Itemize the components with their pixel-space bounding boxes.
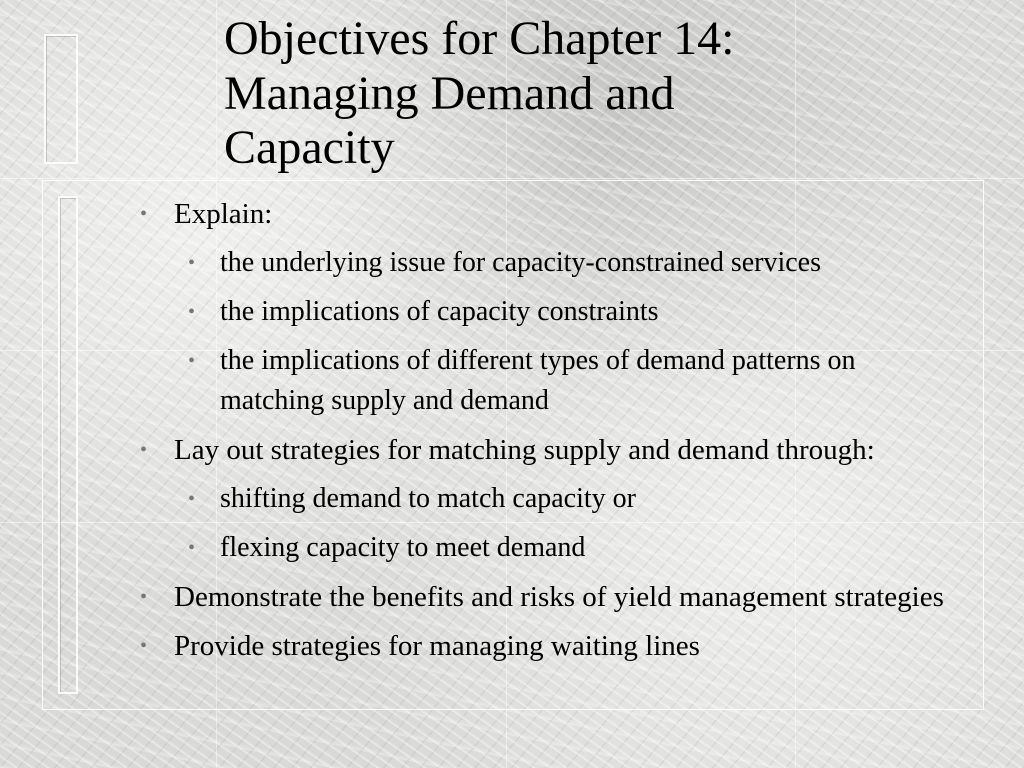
- bullet-text: shifting demand to match capacity or: [220, 483, 636, 514]
- bullet-text: the implications of different types of demand patterns on matching supply and demand: [220, 345, 856, 416]
- bullet-dot-icon: •: [188, 488, 196, 510]
- bullet-dot-icon: •: [140, 203, 148, 225]
- bullet-item: [136, 194, 966, 235]
- bullet-text: the implications of capacity constraints: [220, 296, 659, 327]
- bullet-dot-icon: •: [188, 537, 196, 559]
- bullet-dot-icon: •: [140, 586, 148, 608]
- bullet-item: [136, 577, 966, 618]
- bullet-text: the underlying issue for capacity-constrained services: [220, 247, 822, 278]
- bullet-dot-icon: •: [188, 252, 196, 274]
- decorative-frame-top: [44, 34, 78, 164]
- bullet-item: [136, 430, 966, 471]
- slide-title-line: Capacity: [224, 121, 395, 175]
- bullet-text: flexing capacity to meet demand: [220, 532, 586, 563]
- sub-bullet-item: [136, 243, 966, 283]
- sub-bullet-item: [136, 292, 966, 332]
- bullet-dot-icon: •: [140, 439, 148, 461]
- bullet-text: Demonstrate the benefits and risks of yield management strategies: [174, 581, 944, 613]
- background-gridline: [0, 178, 1024, 179]
- sub-bullet-item: [136, 479, 966, 519]
- bullet-text: Provide strategies for managing waiting lines: [174, 630, 700, 662]
- slide-title: [224, 12, 924, 176]
- bullet-dot-icon: •: [188, 301, 196, 323]
- slide-title-line: Managing Demand and: [224, 66, 675, 120]
- bullet-dot-icon: •: [140, 635, 148, 657]
- slide-title-line: Objectives for Chapter 14:: [224, 12, 735, 65]
- bullet-dot-icon: •: [188, 350, 196, 372]
- bullet-list: [136, 194, 966, 675]
- sub-bullet-item: [136, 528, 966, 568]
- sub-bullet-item: [136, 341, 966, 421]
- bullet-text: Explain:: [174, 198, 273, 230]
- bullet-item: [136, 626, 966, 667]
- bullet-text: Lay out strategies for matching supply and demand through:: [174, 434, 875, 466]
